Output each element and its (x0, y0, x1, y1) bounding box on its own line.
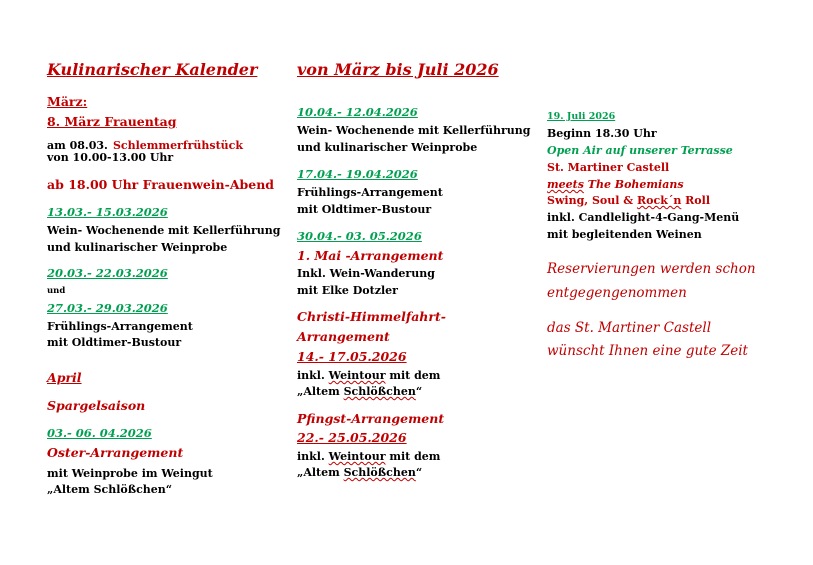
event-desc: Frühlings-Arrangement (297, 186, 443, 199)
event-date: 17.04.- 19.04.2026 (297, 167, 418, 181)
event-desc: und kulinarischer Weinprobe (47, 241, 228, 254)
event-date: 03.- 06. 04.2026 (47, 426, 152, 440)
closing-wish: das St. Martiner Castell (547, 320, 712, 336)
text: meets (547, 178, 584, 191)
event-date-red: 14.- 17.05.2026 (297, 349, 407, 364)
event-swing (547, 195, 710, 208)
text: mit dem (389, 450, 441, 463)
event-date: 27.03.- 29.03.2026 (47, 301, 168, 315)
event-spargel: Spargelsaison (47, 398, 146, 413)
event-desc: inkl. Candlelight-4-Gang-Menü (547, 211, 740, 224)
event-desc: mit Oldtimer-Bustour (47, 336, 182, 349)
calendar-title: Kulinarischer Kalender (47, 60, 258, 79)
event-desc: mit Oldtimer-Bustour (297, 203, 432, 216)
event-desc: Frühlings-Arrangement (47, 320, 193, 333)
text: “ (415, 466, 423, 479)
date-prefix: am 08.03. (47, 139, 108, 152)
event-desc: und kulinarischer Weinprobe (297, 141, 478, 154)
event-christi: Christi-Himmelfahrt- (297, 309, 446, 324)
text: The Bohemians (587, 178, 684, 191)
text: „Altem (297, 385, 340, 398)
event-desc (297, 467, 422, 480)
event-frauentag: 8. März Frauentag (47, 114, 177, 129)
event-desc: Wein- Wochenende mit Kellerführung (47, 224, 281, 237)
event-castell: St. Martiner Castell (547, 161, 670, 174)
text: inkl. (297, 369, 325, 382)
month-heading-april: April (47, 370, 82, 385)
text: Schlößchen (343, 385, 416, 398)
schlemmer-label: Schlemmerfrühstück (112, 139, 243, 152)
month-heading-maerz: März: (47, 94, 88, 109)
event-oster: Oster-Arrangement (47, 445, 184, 460)
event-desc: Inkl. Wein-Wanderung (297, 267, 435, 280)
event-christi-2: Arrangement (297, 329, 390, 344)
text: mit dem (389, 369, 441, 382)
text: Swing, Soul & (547, 194, 634, 207)
text: “ (415, 385, 423, 398)
text: inkl. (297, 450, 325, 463)
text: Weintour (328, 450, 386, 463)
text: Schlößchen (343, 466, 416, 479)
event-desc: mit begleitenden Weinen (547, 228, 702, 241)
event-date-red: 22.- 25.05.2026 (297, 430, 407, 445)
event-desc: mit Weinprobe im Weingut (47, 467, 213, 480)
conjunction-und: und (47, 286, 66, 296)
event-date: 20.03.- 22.03.2026 (47, 266, 168, 280)
closing-wish: wünscht Ihnen eine gute Zeit (547, 343, 748, 359)
event-desc (297, 386, 422, 399)
event-desc: Wein- Wochenende mit Kellerführung (297, 124, 531, 137)
event-date: 19. Juli 2026 (547, 111, 616, 122)
event-time: von 10.00-13.00 Uhr (47, 151, 174, 164)
event-desc: mit Elke Dotzler (297, 284, 398, 297)
event-desc: Beginn 18.30 Uhr (547, 127, 657, 140)
event-meets (547, 179, 684, 192)
event-date: 13.03.- 15.03.2026 (47, 205, 168, 219)
event-desc (297, 370, 440, 383)
event-open-air: Open Air auf unserer Terrasse (547, 144, 733, 157)
reservation-note: Reservierungen werden schon (547, 261, 756, 277)
event-desc: „Altem Schlößchen“ (47, 483, 173, 496)
text: Roll (685, 194, 710, 207)
calendar-subtitle: von März bis Juli 2026 (297, 60, 499, 79)
text: Rock´n (637, 194, 682, 207)
event-mai: 1. Mai -Arrangement (297, 248, 444, 263)
event-frauenwein: ab 18.00 Uhr Frauenwein-Abend (47, 177, 275, 192)
event-date: 10.04.- 12.04.2026 (297, 105, 418, 119)
event-desc (297, 451, 440, 464)
reservation-note: entgegengenommen (547, 285, 687, 301)
event-pfingst: Pfingst-Arrangement (297, 411, 445, 426)
event-date: 30.04.- 03. 05.2026 (297, 229, 422, 243)
text: „Altem (297, 466, 340, 479)
text: Weintour (328, 369, 386, 382)
